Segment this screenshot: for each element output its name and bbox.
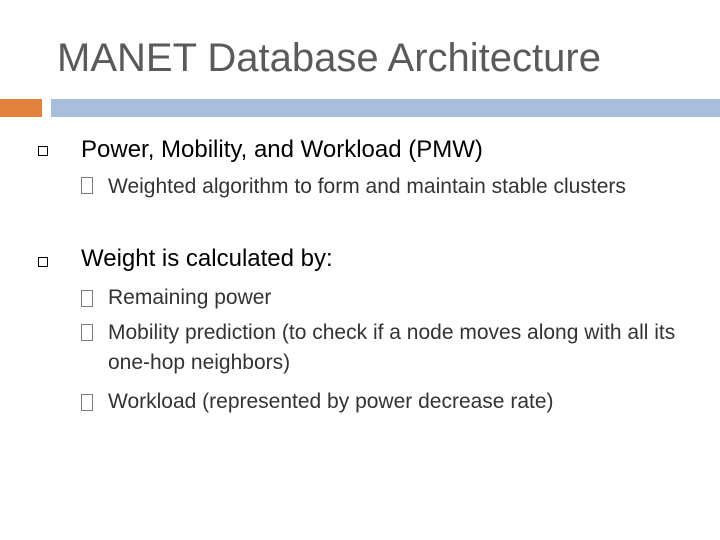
sub-bullet-text <box>81 283 681 313</box>
sub-bullet-text <box>81 387 681 417</box>
bullet-text: Weight is calculated by: <box>81 245 333 272</box>
sub-bullet-label: Weighted algorithm to form and maintain stable clusters <box>108 175 626 198</box>
bullet-text: Power, Mobility, and Workload (PMW) <box>81 136 483 163</box>
accent-bar-blue <box>51 99 720 117</box>
sub-bullet-label: Mobility prediction (to check if a node moves along with all its one-hop neighbors) <box>108 321 676 374</box>
accent-bar-orange <box>0 99 42 117</box>
sub-bullet-text <box>81 318 681 378</box>
slide-title: MANET Database Architecture <box>57 36 601 80</box>
sub-bullet-label: Workload (represented by power decrease rate) <box>108 390 554 413</box>
bullet-square-icon <box>38 257 48 267</box>
bullet-square-icon <box>38 146 48 156</box>
sub-bullet-text <box>81 172 681 202</box>
sub-bullet-label: Remaining power <box>108 286 272 309</box>
